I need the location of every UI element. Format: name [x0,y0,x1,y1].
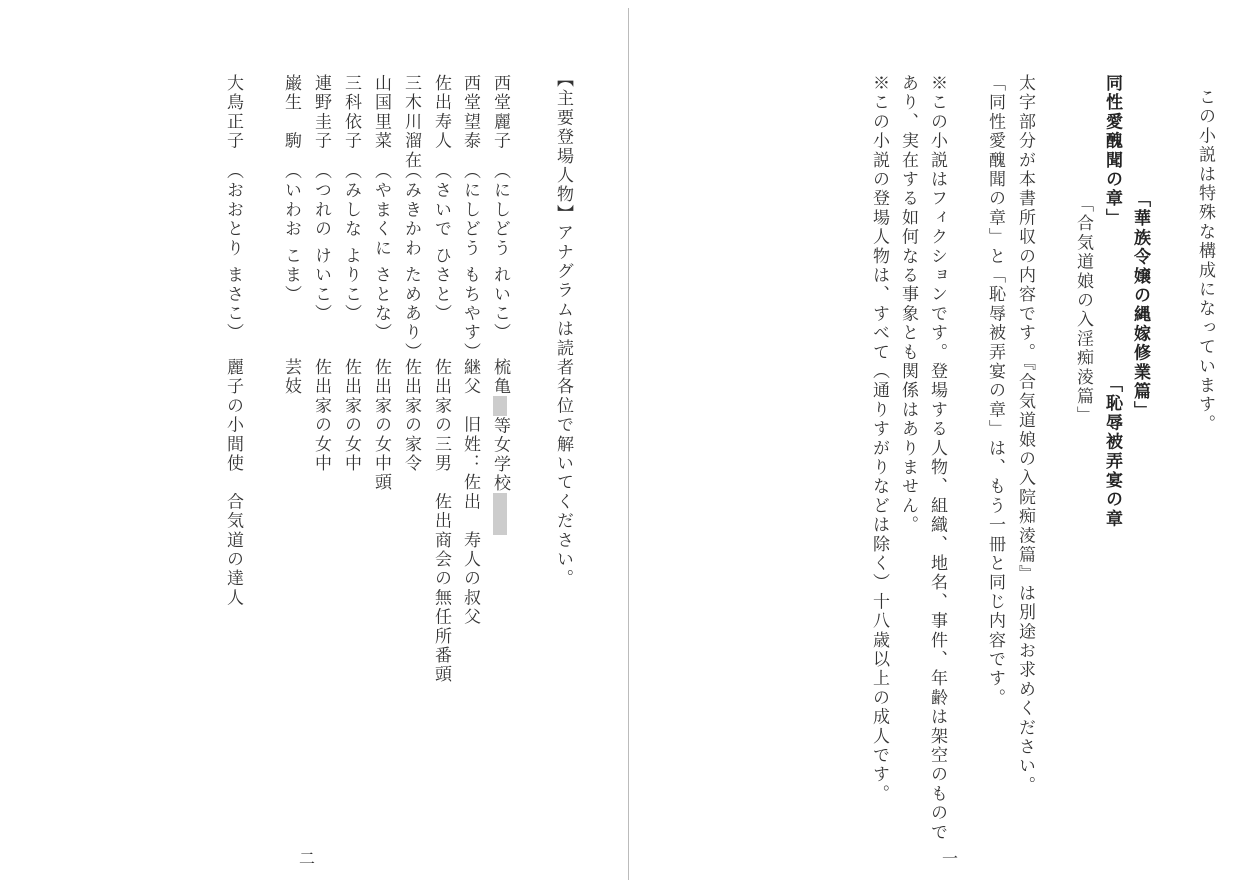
character-name: 三科依子 [341,74,361,151]
paragraph-2: 「同性愛醜聞の章」と「恥辱被弄宴の章」は、もう一冊と同じ内容です。 [985,74,1005,708]
role-part: 等女学校 [490,416,510,494]
character-name: 佐出寿人 [431,74,451,151]
character-role: 佐出家の家令 [401,358,421,474]
paragraph-1: 太字部分が本書所収の内容です。『合気道娘の入院痴淩篇』は別途お求めください。 [1015,74,1035,796]
book-title: 「華族令嬢の縄嫁修業篇」 [1130,190,1150,421]
character-name: 西堂望泰 [460,74,480,151]
character-reading: （みしな よりこ） [341,162,361,324]
character-name: 巌生 駒 [281,74,301,151]
role-part: 梳亀 [490,358,510,397]
character-name: 大鳥正子 [223,74,243,151]
redaction-block [493,493,507,535]
character-reading: （おおとり まさこ） [223,162,243,343]
chapter-chijoku: 「恥辱被弄宴の章 [1102,375,1122,529]
page-divider [628,8,629,880]
character-role: 継父 旧姓：佐出 寿人の叔父 [460,358,480,627]
character-role: 佐出家の女中頭 [371,358,391,493]
page-number-right: 一 [942,849,959,868]
character-role: 麗子の小間使 合気道の達人 [223,358,243,608]
character-name: 連野圭子 [311,74,331,151]
subtitle: 「合気道娘の入淫痴淩篇」 [1073,195,1093,426]
page-number-left: 二 [299,849,316,868]
character-name: 西堂麗子 [490,74,510,151]
fiction-note-line2: あり、実在する如何なる事象とも関係はありません。 [898,74,918,535]
character-reading: （にしどう もちやす） [460,162,480,362]
redaction-block [493,396,507,416]
characters-heading: 【主要登場人物】アナグラムは読者各位で解いてください。 [553,70,573,589]
character-role [490,358,510,535]
character-reading: （みきかわ ためあり） [401,162,421,362]
fiction-note-line1: ※この小説はフィクションです。登場する人物、組織、地名、事件、年齢は架空のもので [927,74,947,842]
character-reading: （やまくに さとな） [371,162,391,343]
character-reading: （さいで ひさと） [431,162,451,324]
character-reading: （いわお こま） [281,162,301,305]
age-note: ※この小説の登場人物は、すべて（通りすがりなどは除く）十八歳以上の成人です。 [869,74,889,804]
character-role: 芸妓 [281,358,301,397]
character-name: 山国里菜 [371,74,391,151]
character-name: 三木川溜在 [401,74,421,170]
character-role: 佐出家の女中 [341,358,361,474]
chapter-doseiai: 同性愛醜聞の章」 [1102,74,1122,228]
character-role: 佐出家の三男 佐出商会の無任所番頭 [431,358,451,685]
character-reading: （つれの けいこ） [311,162,331,324]
intro-text: この小説は特殊な構成になっています。 [1195,88,1215,434]
character-reading: （にしどう れいこ） [490,162,510,343]
character-role: 佐出家の女中 [311,358,331,474]
